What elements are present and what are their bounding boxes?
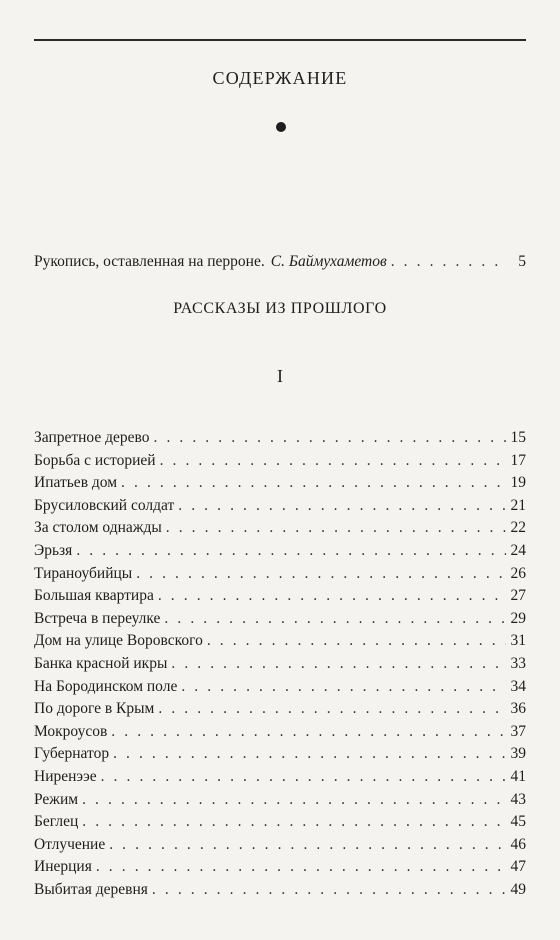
dot-leader <box>152 879 506 902</box>
section-title: РАССКАЗЫ ИЗ ПРОШЛОГО <box>173 300 387 317</box>
dot-leader <box>158 698 506 721</box>
toc-entry <box>34 563 526 586</box>
toc-entry-page: 41 <box>510 767 526 785</box>
dot-leader <box>96 856 506 879</box>
toc-entry-page: 37 <box>510 722 526 740</box>
toc-entry-page: 39 <box>510 745 526 763</box>
toc-entry <box>34 495 526 518</box>
toc-entry-title: Инерция <box>34 858 92 876</box>
dot-leader <box>171 653 506 676</box>
dot-leader <box>113 743 506 766</box>
dot-leader <box>109 834 506 857</box>
toc-entry <box>34 879 526 902</box>
toc-entry-page: 15 <box>510 429 526 446</box>
toc-entry-title: Мокроусов <box>34 722 108 740</box>
toc-entry-page: 34 <box>510 677 526 695</box>
toc-entry <box>34 856 526 879</box>
dot-leader <box>207 630 506 653</box>
toc-entry-page: 31 <box>510 632 526 650</box>
toc-entry-title: За столом однажды <box>34 519 162 537</box>
dot-leader <box>154 427 507 450</box>
dot-leader <box>166 517 506 540</box>
toc-entry-page: 17 <box>510 451 526 469</box>
dot-leader <box>160 450 506 473</box>
toc-entry-title: По дороге в Крым <box>34 700 155 718</box>
toc-entry-title: Ипатьев дом <box>34 474 118 492</box>
toc-entry <box>34 811 526 834</box>
toc-entry <box>34 450 526 473</box>
dot-leader <box>121 472 506 495</box>
toc-entry-title: Губернатор <box>34 745 110 763</box>
toc-entry-title: На Бородинском поле <box>34 677 178 695</box>
toc-entry-title: Дом на улице Воровского <box>34 632 203 650</box>
dot-leader <box>391 253 506 271</box>
toc-entry-title: Выбитая деревня <box>34 880 148 898</box>
toc-entry-page: 47 <box>510 858 526 876</box>
toc-entry <box>34 472 526 495</box>
toc-entry-page: 29 <box>510 609 526 627</box>
toc-entry-page: 49 <box>510 880 526 898</box>
toc-entry-title: Большая квартира <box>34 587 154 605</box>
dot-leader <box>101 766 506 789</box>
toc-entry-title: Ниренээе <box>34 767 97 785</box>
preface-entry <box>34 253 526 271</box>
part-number: I <box>277 366 283 386</box>
toc-entry-page: 43 <box>510 790 526 808</box>
toc-entry-title: Отлучение <box>34 835 106 853</box>
toc-entry <box>34 585 526 608</box>
toc-entry <box>34 517 526 540</box>
toc-entry <box>34 540 526 563</box>
dot-leader <box>82 789 506 812</box>
top-rule <box>34 39 526 41</box>
toc-entry <box>34 427 526 450</box>
bullet-ornament <box>276 122 286 132</box>
toc-list <box>34 427 526 901</box>
dot-leader <box>178 495 506 518</box>
toc-entry <box>34 834 526 857</box>
toc-entry-page: 46 <box>510 835 526 853</box>
toc-entry <box>34 653 526 676</box>
toc-entry <box>34 721 526 744</box>
toc-entry-page: 33 <box>510 654 526 672</box>
toc-entry-page: 27 <box>510 587 526 605</box>
toc-entry <box>34 698 526 721</box>
toc-entry-page: 26 <box>510 564 526 582</box>
toc-entry-page: 45 <box>510 813 526 831</box>
toc-entry <box>34 608 526 631</box>
toc-entry-page: 19 <box>510 474 526 492</box>
toc-entry-title: Запретное дерево <box>34 429 150 446</box>
toc-entry-title: Брусиловский солдат <box>34 496 175 514</box>
dot-leader <box>136 563 506 586</box>
toc-entry <box>34 630 526 653</box>
dot-leader <box>82 811 506 834</box>
preface-title: Рукопись, оставленная на перроне. <box>34 253 265 270</box>
toc-entry-page: 36 <box>510 700 526 718</box>
toc-entry <box>34 743 526 766</box>
dot-leader <box>76 540 506 563</box>
toc-entry-title: Режим <box>34 790 79 808</box>
toc-entry-page: 22 <box>510 519 526 537</box>
toc-entry-title: Встреча в переулке <box>34 609 161 627</box>
toc-entry <box>34 766 526 789</box>
preface-author: С. Баймухаметов <box>270 253 387 270</box>
toc-entry-title: Банка красной икры <box>34 654 168 672</box>
dot-leader <box>158 585 506 608</box>
dot-leader <box>164 608 506 631</box>
toc-entry-title: Эрьзя <box>34 541 73 559</box>
toc-entry-title: Беглец <box>34 813 79 831</box>
dot-leader <box>111 721 506 744</box>
toc-entry-page: 21 <box>510 496 526 514</box>
page-title: СОДЕРЖАНИЕ <box>212 68 348 88</box>
toc-entry <box>34 789 526 812</box>
toc-entry-title: Борьба с историей <box>34 451 156 469</box>
toc-entry-page: 24 <box>510 541 526 559</box>
toc-entry <box>34 676 526 699</box>
preface-page: 5 <box>518 253 526 270</box>
dot-leader <box>181 676 506 699</box>
toc-entry-title: Тираноубийцы <box>34 564 133 582</box>
